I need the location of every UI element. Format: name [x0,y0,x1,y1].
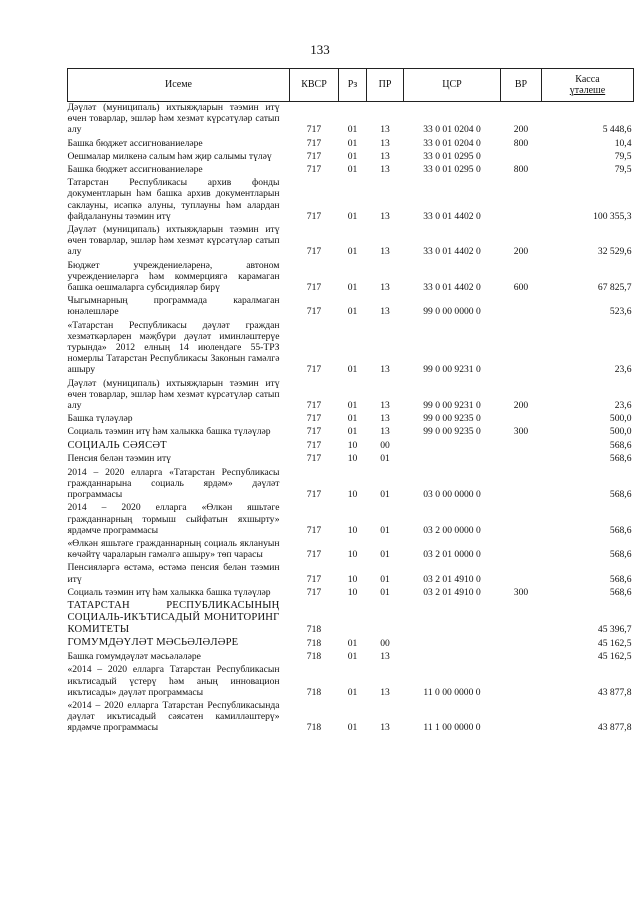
cell-kvsr: 717 [306,440,322,452]
cell-vr [501,664,542,700]
cell-name: «2014 – 2020 елларга Татарстан Республикасында дәүләт икътисадый сәясәтен камилләштерү» ярдәмче программасы [67,699,280,734]
cell-kvsr: 717 [306,453,322,465]
cell-csr: 99 0 00 9235 0 [423,413,481,425]
cell-pr: 13 [380,150,390,162]
cell-kassa: 100 355,3 [593,210,632,222]
cell-kvsr: 718 [306,637,322,649]
cell-name: Татарстан Республикасы архив фонды документларын һәм башка архив документларын саклауны, исәпкә алуны, туплауны һәм алардан файдалануны тәэмин итү [67,177,280,222]
table-row [68,426,634,439]
cell-kassa: 67 825,7 [597,282,632,294]
cell-csr [404,637,501,651]
cell-vr [501,295,542,319]
cell-kassa: 568,6 [609,453,632,465]
column-header-kassa [542,69,634,102]
cell-pr: 13 [380,306,390,318]
cell-rz: 01 [347,651,358,663]
cell-kvsr: 717 [306,210,322,222]
cell-name: Оешмалар милкенә салым һәм җир салымы түләү [67,150,272,162]
cell-name: Башка гомумдәүләт мәсьәләләре [67,651,201,663]
cell-kassa: 500,0 [609,426,632,438]
cell-rz: 01 [347,686,358,698]
cell-kvsr: 717 [306,524,322,536]
cell-name: Башка бюджет ассигнованиеләре [67,164,203,176]
cell-csr: 33 0 01 4402 0 [423,282,481,294]
cell-rz: 10 [347,524,358,536]
cell-csr: 11 0 00 0000 0 [423,686,481,698]
cell-rz: 01 [347,210,358,222]
cell-pr: 01 [380,573,390,585]
cell-name: Пенсия белән тәэмин итү [67,453,171,465]
cell-pr: 13 [380,686,390,698]
cell-vr [501,538,542,562]
cell-vr: 200 [513,400,529,412]
table-row [68,651,634,664]
cell-kassa: 79,5 [614,150,632,162]
cell-kassa: 43 877,8 [597,722,632,734]
cell-name: Пенсияләргә өстәмә, өстәмә пенсия белән тәэмин итү [67,562,280,585]
cell-pr: 13 [380,413,390,425]
cell-name: СОЦИАЛЬ СӘЯСӘТ [67,439,167,451]
cell-kvsr: 717 [306,124,322,136]
cell-kvsr: 717 [306,549,322,561]
cell-csr: 33 0 01 0204 0 [423,124,481,136]
table-body [68,102,634,736]
table-row [68,538,634,562]
column-header-rz: Рз [339,69,367,102]
section-row [68,637,634,651]
cell-pr: 01 [380,489,390,501]
cell-kvsr: 718 [306,686,322,698]
table-row [68,224,634,260]
cell-pr: 13 [380,282,390,294]
cell-kvsr: 718 [306,722,322,734]
cell-kvsr: 717 [306,282,322,294]
cell-name: ТАТАРСТАН РЕСПУБЛИКАСЫНЫҢ СОЦИАЛЬ-ИКЪТИСАДЫЙ МОНИТОРИНГ КОМИТЕТЫ [67,599,280,635]
cell-kassa: 568,6 [609,549,632,561]
cell-name: Бюджет учреждениеләренә, автоном учреждениеләргә һәм коммерциягә карамаган башка оешмаларга субсидияләр бирү [67,259,280,294]
cell-vr [501,453,542,466]
table-row [68,102,634,138]
cell-rz: 10 [347,549,358,561]
cell-vr: 800 [513,137,529,149]
cell-vr [501,637,542,651]
cell-kassa: 568,6 [609,573,632,585]
cell-kassa: 23,6 [614,364,632,376]
cell-kassa: 568,6 [609,524,632,536]
cell-name: Чыгымнарның программада каралмаган юнәлешләре [67,295,280,318]
cell-pr: 00 [380,637,390,649]
cell-rz: 10 [347,586,358,598]
cell-csr: 11 1 00 0000 0 [423,722,481,734]
table-row [68,587,634,600]
table-row [68,177,634,224]
cell-kassa: 45 162,5 [597,637,632,649]
cell-name: Дәүләт (муниципаль) ихтыяҗларын тәэмин итү өчен товарлар, эшләр һәм хезмәт күрсәтүләр сатып алу [67,224,280,258]
cell-name: 2014 – 2020 елларга «Өлкән яшьтәге гражданнарның тормыш сыйфатын яхшырту» ярдәмче программасы [67,502,280,536]
cell-pr: 13 [380,137,390,149]
column-header-vr: ВР [501,69,542,102]
table-row [68,138,634,151]
table-row [68,295,634,319]
cell-kassa: 568,6 [609,440,632,452]
cell-rz: 01 [347,637,358,649]
cell-name: Социаль тәэмин итү һәм халыкка башка түләүләр [67,586,271,598]
cell-name: «Өлкән яшьтәге гражданнарның социаль яклануын көчәйтү чараларын гамәлгә ашыру» төп чарасы [67,537,280,561]
cell-csr [404,453,501,466]
cell-vr: 300 [513,586,529,598]
cell-rz: 10 [347,440,358,452]
cell-pr: 01 [380,524,390,536]
cell-kvsr: 718 [306,651,322,663]
cell-name: Дәүләт (муниципаль) ихтыяҗларын тәэмин итү өчен товарлар, эшләр һәм хезмәт күрсәтүләр сатып алу [67,377,280,412]
cell-csr: 33 0 01 4402 0 [423,210,481,222]
cell-pr: 13 [380,246,390,258]
cell-name: Башка бюджет ассигнованиеләре [67,137,203,149]
cell-vr [501,600,542,637]
cell-vr [501,151,542,164]
page-number: 133 [310,42,330,57]
cell-kassa: 5 448,6 [602,124,632,136]
cell-kvsr: 717 [306,246,322,258]
cell-kvsr: 717 [306,573,322,585]
cell-rz: 01 [347,364,358,376]
cell-vr [501,502,542,538]
table-row [68,320,634,378]
cell-kassa: 568,6 [609,586,632,598]
cell-kvsr: 717 [306,426,322,438]
table-row [68,502,634,538]
cell-kvsr: 717 [306,489,322,501]
cell-csr: 99 0 00 9231 0 [423,400,481,412]
cell-pr: 01 [380,453,390,465]
column-header-csr: ЦСР [404,69,501,102]
cell-csr [404,600,501,637]
cell-rz: 01 [347,164,358,176]
cell-kvsr: 717 [306,164,322,176]
cell-pr: 13 [380,651,390,663]
table-row [68,151,634,164]
cell-pr: 13 [380,124,390,136]
cell-kvsr: 717 [306,306,322,318]
cell-csr: 33 0 01 0204 0 [423,137,481,149]
cell-kvsr: 717 [306,400,322,412]
cell-kassa: 45 162,5 [597,651,632,663]
kassa-header-line2: үтәлеше [569,85,606,96]
cell-vr: 300 [513,426,529,438]
cell-csr: 33 0 01 0295 0 [423,164,481,176]
table-row [68,453,634,466]
cell-kvsr: 717 [306,150,322,162]
cell-csr: 03 2 01 4910 0 [423,573,481,585]
cell-pr: 01 [380,549,390,561]
cell-rz: 01 [347,150,358,162]
cell-rz: 01 [347,426,358,438]
cell-name: 2014 – 2020 елларга «Татарстан Республикасы гражданнарына социаль ярдәм» дәүләт программасы [67,466,280,501]
cell-kassa: 43 877,8 [597,686,632,698]
cell-csr: 03 0 00 0000 0 [423,489,481,501]
cell-rz: 01 [347,282,358,294]
cell-rz: 01 [347,246,358,258]
table-header [68,69,634,102]
cell-vr [501,651,542,664]
cell-vr: 200 [513,124,529,136]
cell-vr [501,440,542,454]
cell-pr: 13 [380,426,390,438]
cell-csr [404,651,501,664]
section-row [68,600,634,637]
cell-vr [501,320,542,378]
cell-kassa: 23,6 [614,400,632,412]
cell-kassa: 79,5 [614,164,632,176]
table-row [68,562,634,586]
cell-csr: 03 2 00 0000 0 [423,524,481,536]
cell-pr: 13 [380,722,390,734]
cell-name: Башка түләүләр [67,413,133,425]
cell-kvsr: 717 [306,586,322,598]
cell-kvsr: 718 [306,624,322,636]
cell-rz: 01 [347,722,358,734]
cell-csr: 99 0 00 9231 0 [423,364,481,376]
table-row [68,664,634,700]
cell-vr: 200 [513,246,529,258]
cell-kassa: 500,0 [609,413,632,425]
cell-pr: 13 [380,164,390,176]
cell-kassa: 10,4 [614,137,632,149]
cell-rz: 01 [347,400,358,412]
cell-kvsr: 717 [306,413,322,425]
cell-csr: 03 2 01 4910 0 [423,586,481,598]
table-row [68,700,634,736]
cell-name: «2014 – 2020 елларга Татарстан Республикасын икътисадый үстерү һәм аның инновацион икътисады» дәүләт программасы [67,664,280,698]
cell-pr: 13 [380,400,390,412]
cell-csr: 99 0 00 9235 0 [423,426,481,438]
cell-vr [501,177,542,224]
column-header-pr: ПР [367,69,404,102]
cell-vr [501,562,542,586]
table-row [68,378,634,414]
cell-csr: 33 0 01 4402 0 [423,246,481,258]
cell-csr: 33 0 01 0295 0 [423,150,481,162]
cell-rz: 10 [347,453,358,465]
cell-name: ГОМУМДӘҮЛӘТ МӘСЬӘЛӘЛӘРЕ [67,637,239,649]
section-row [68,440,634,454]
cell-kvsr: 717 [306,137,322,149]
budget-table [67,68,634,736]
table-row [68,164,634,177]
table-row [68,413,634,426]
cell-rz: 01 [347,306,358,318]
cell-rz: 10 [347,489,358,501]
cell-pr: 01 [380,586,390,598]
cell-rz: 01 [347,124,358,136]
cell-csr: 03 2 01 0000 0 [423,549,481,561]
cell-csr: 99 0 00 0000 0 [423,306,481,318]
cell-pr: 13 [380,210,390,222]
cell-rz: 10 [347,573,358,585]
cell-kassa: 45 396,7 [597,624,632,636]
cell-csr [404,440,501,454]
cell-kassa: 523,6 [609,306,632,318]
table-row [68,260,634,296]
cell-kassa: 568,6 [609,489,632,501]
cell-pr: 00 [380,440,390,452]
cell-vr [501,700,542,736]
cell-name: Социаль тәэмин итү һәм халыкка башка түләүләр [67,426,271,438]
cell-rz: 01 [347,413,358,425]
cell-name: «Татарстан Республикасы дәүләт граждан хезмәткәрләрен мәҗбүри дәүләт иминләштерүе турында» 2012 елның 14 июлендәге 55-ТРЗ номерлы Татарстан Республикасы Законын гамәлгә ашыру [67,319,280,376]
cell-rz: 01 [347,137,358,149]
column-header-name: Исеме [68,69,290,102]
table-row [68,467,634,503]
cell-vr: 800 [513,164,529,176]
cell-pr: 13 [380,364,390,376]
cell-vr: 600 [513,282,529,294]
cell-pr [367,600,404,637]
cell-vr [501,467,542,503]
column-header-kvsr: КВСР [290,69,339,102]
cell-kassa: 32 529,6 [597,246,632,258]
cell-vr [501,413,542,426]
cell-kvsr: 717 [306,364,322,376]
kassa-header-line1: Касса [575,73,600,85]
cell-rz [339,600,367,637]
cell-name: Дәүләт (муниципаль) ихтыяҗларын тәэмин итү өчен товарлар, эшләр һәм хезмәт күрсәтүләр сатып алу [67,102,280,136]
